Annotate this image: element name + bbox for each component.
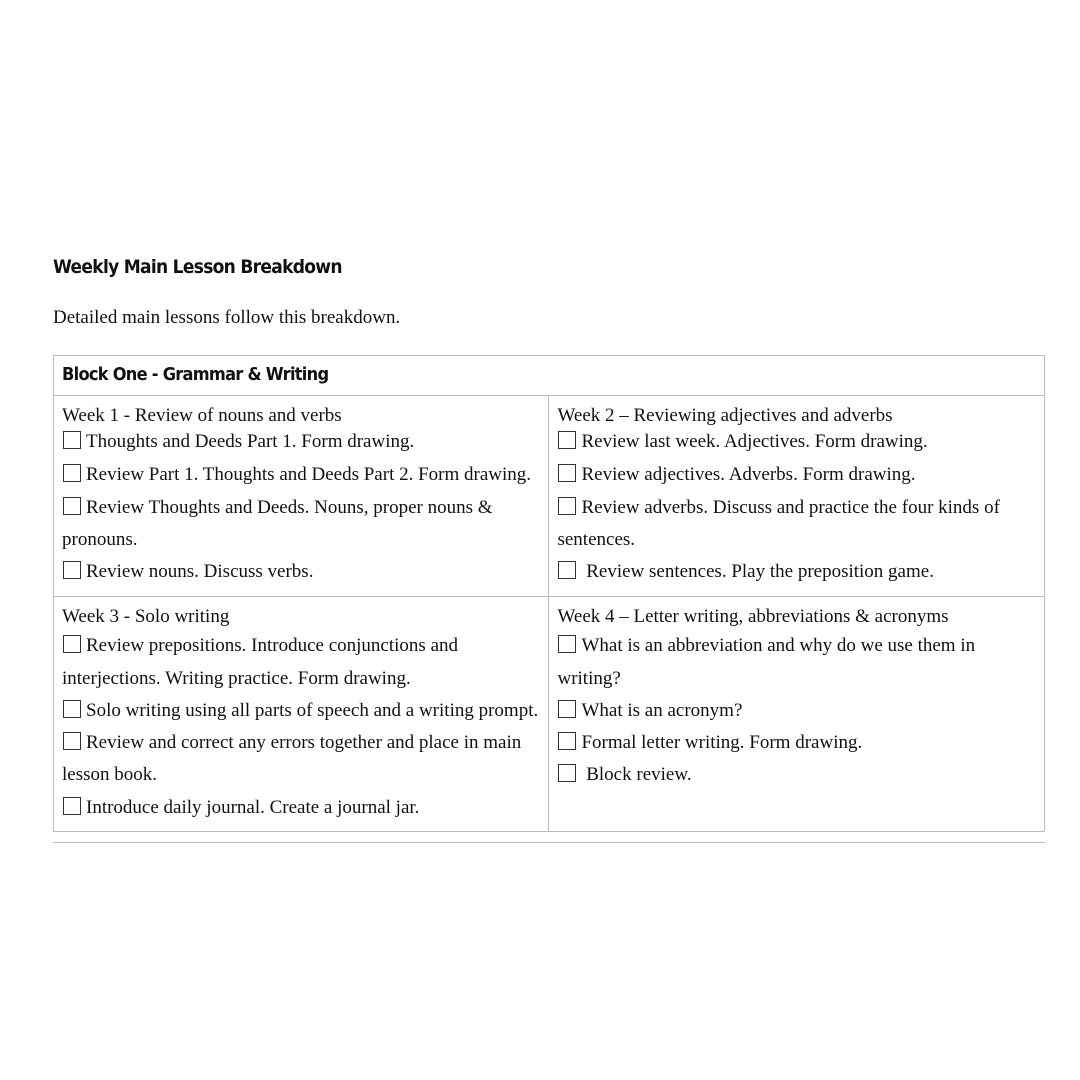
task-item (557, 556, 1037, 588)
checkbox[interactable] (558, 732, 576, 750)
checkbox[interactable] (558, 497, 576, 515)
checkbox[interactable] (558, 464, 576, 482)
checkbox[interactable] (558, 700, 576, 718)
week-2-cell (549, 396, 1045, 597)
checkbox[interactable] (63, 497, 81, 515)
checkbox[interactable] (63, 732, 81, 750)
task-item (557, 459, 1037, 491)
task-item (62, 430, 541, 455)
lesson-breakdown-table (53, 355, 1045, 832)
task-item (62, 727, 541, 792)
checkbox[interactable] (63, 561, 81, 579)
task-label: Introduce daily journal. Create a journal jar. (86, 796, 420, 818)
task-label: Review and correct any errors together and place in main lesson book. (62, 732, 522, 786)
task-label: Review nouns. Discuss verbs. (86, 561, 314, 583)
task-label: Review prepositions. Introduce conjunctions and interjections. Writing practice. Form drawing. (62, 635, 459, 689)
task-item (557, 695, 1037, 727)
task-item (62, 459, 541, 491)
task-item (557, 727, 1037, 759)
week-4-cell (549, 596, 1045, 831)
checkbox[interactable] (63, 431, 81, 449)
week-3-cell (54, 596, 549, 831)
task-item (557, 430, 1037, 455)
task-item (62, 492, 541, 557)
task-label: Review adverbs. Discuss and practice the four kinds of sentences. (557, 496, 1000, 550)
task-label: Review sentences. Play the preposition game. (581, 561, 934, 583)
block-title: Block One - Grammar & Writing (62, 364, 329, 385)
checkbox[interactable] (63, 797, 81, 815)
task-label: Review Part 1. Thoughts and Deeds Part 2. Form drawing. (86, 464, 532, 486)
task-label: Block review. (581, 764, 692, 786)
checkbox[interactable] (558, 431, 576, 449)
week-title: Week 2 – Reviewing adjectives and adverbs (557, 405, 893, 426)
week-title: Week 3 - Solo writing (62, 605, 230, 627)
table-bottom-rule (53, 842, 1045, 843)
checkbox[interactable] (63, 635, 81, 653)
task-label: Review adjectives. Adverbs. Form drawing. (581, 464, 916, 486)
page-heading: Weekly Main Lesson Breakdown (53, 256, 342, 278)
task-label: Solo writing using all parts of speech and a writing prompt. (86, 699, 539, 721)
task-item (557, 759, 1037, 791)
task-item (557, 492, 1037, 557)
task-label: Review Thoughts and Deeds. Nouns, proper nouns & pronouns. (62, 496, 493, 550)
block-title-cell (54, 356, 1045, 396)
week-1-cell (54, 396, 549, 597)
week-title: Week 1 - Review of nouns and verbs (62, 405, 342, 426)
intro-text: Detailed main lessons follow this breakdown. (53, 307, 401, 328)
checkbox[interactable] (63, 700, 81, 718)
task-item (62, 695, 541, 727)
task-label: What is an abbreviation and why do we use them in writing? (557, 635, 976, 689)
checkbox[interactable] (558, 635, 576, 653)
task-label: What is an acronym? (581, 699, 743, 721)
week-title: Week 4 – Letter writing, abbreviations & acronyms (557, 605, 949, 627)
task-label: Review last week. Adjectives. Form drawing. (581, 430, 928, 452)
checkbox[interactable] (558, 561, 576, 579)
task-label: Thoughts and Deeds Part 1. Form drawing. (86, 430, 415, 452)
task-item (62, 792, 541, 824)
task-label: Formal letter writing. Form drawing. (581, 732, 863, 754)
task-item (62, 556, 541, 588)
task-item (62, 630, 541, 695)
checkbox[interactable] (558, 764, 576, 782)
checkbox[interactable] (63, 464, 81, 482)
task-item (557, 630, 1037, 695)
